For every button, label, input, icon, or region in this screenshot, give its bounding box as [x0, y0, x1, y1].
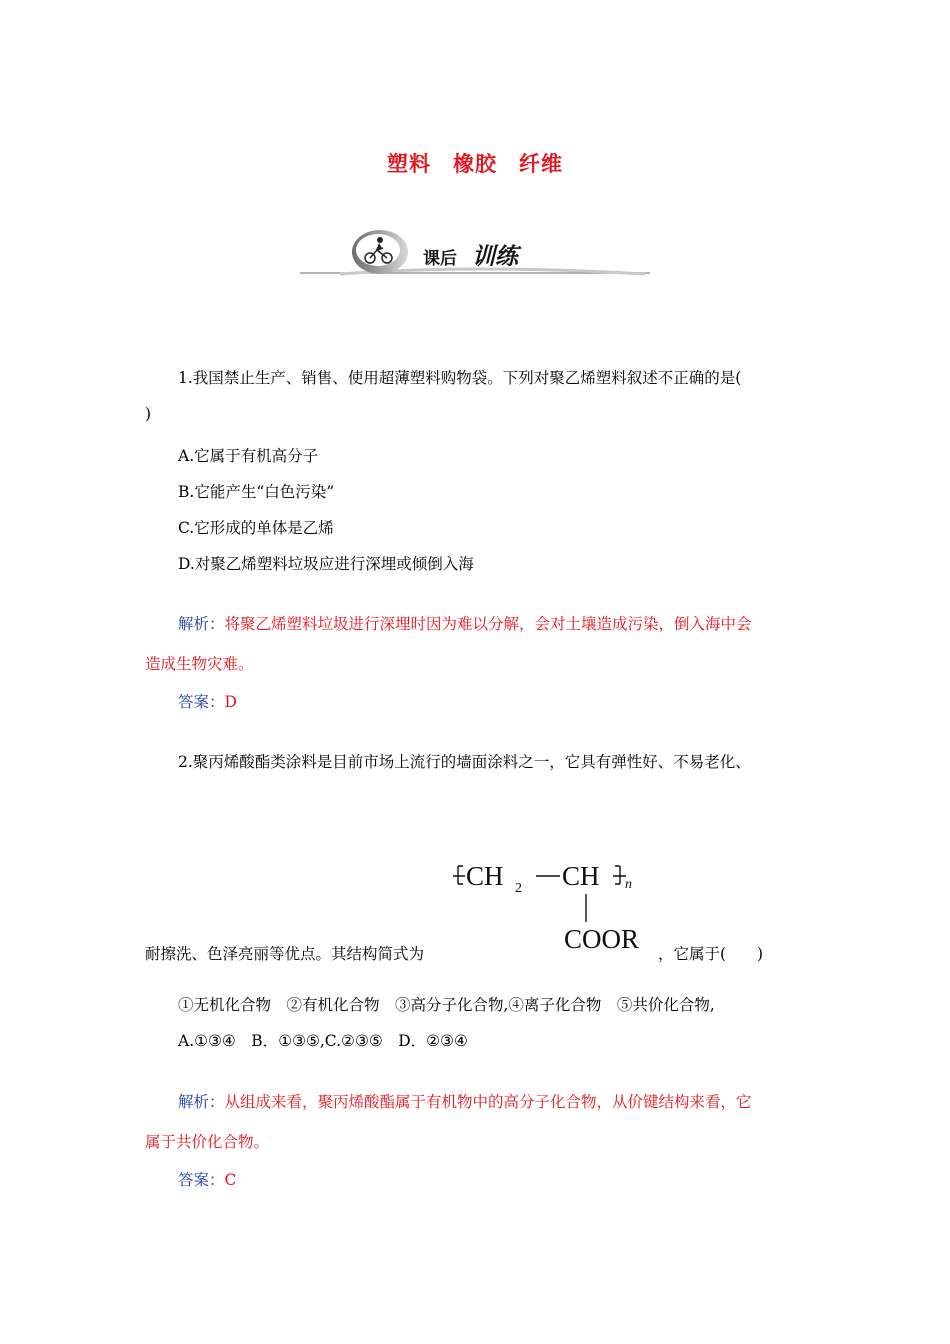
q2-choices: ①无机化合物 ②有机化合物 ③高分子化合物,④离子化合物 ⑤共价化合物,	[178, 996, 715, 1014]
q2-analysis-line2: 属于共价化合物。	[145, 1133, 270, 1151]
q2-analysis-label: 解析：	[178, 1093, 225, 1111]
q2-answer	[178, 1168, 236, 1190]
q1-option-c: C.它形成的单体是乙烯	[178, 519, 334, 537]
q2-stem-line2-suffix: ，它属于( )	[658, 945, 764, 963]
q1-answer	[178, 690, 237, 712]
formula-sub2: 2	[515, 881, 522, 896]
formula-n: n	[625, 877, 632, 892]
banner-label-b: 训练	[472, 244, 518, 269]
section-banner	[300, 218, 650, 280]
q1-option-a: A.它属于有机高分子	[178, 447, 319, 465]
q2-answer-value: C	[224, 1171, 237, 1189]
structural-formula	[448, 852, 648, 952]
formula-ch2: CH	[466, 861, 504, 891]
formula-coor: COOR	[564, 924, 640, 952]
formula-ch: CH	[562, 861, 600, 891]
q2-stem-line1: 2.聚丙烯酸酯类涂料是目前市场上流行的墙面涂料之一，它具有弹性好、不易老化、	[178, 753, 751, 771]
q1-option-b: B.它能产生“白色污染”	[178, 483, 335, 501]
q2-analysis-line1	[178, 1090, 752, 1112]
q1-answer-value: D	[224, 693, 237, 711]
q2-analysis-text: 从组成来看，聚丙烯酸酯属于有机物中的高分子化合物，从价键结构来看，它	[224, 1093, 752, 1111]
banner-label-a: 课后	[423, 249, 457, 268]
q1-stem-line2: )	[145, 405, 152, 423]
q1-analysis-label: 解析：	[178, 615, 225, 633]
page-title: 塑料 橡胶 纤维	[387, 151, 563, 176]
q1-option-d: D.对聚乙烯塑料垃圾应进行深埋或倾倒入海	[178, 555, 474, 573]
q2-answer-label: 答案：	[178, 1171, 225, 1189]
q1-analysis-line1	[178, 612, 752, 634]
q1-stem-line1: 1.我国禁止生产、销售、使用超薄塑料购物袋。下列对聚乙烯塑料叙述不正确的是(	[178, 369, 742, 387]
q2-options: A.①③④ B．①③⑤,C.②③⑤ D．②③④	[178, 1032, 468, 1050]
q1-analysis-line2: 造成生物灾难。	[145, 655, 254, 673]
q1-analysis-text: 将聚乙烯塑料垃圾进行深埋时因为难以分解，会对土壤造成污染，倒入海中会	[224, 615, 752, 633]
q1-answer-label: 答案：	[178, 693, 225, 711]
q2-stem-line2-prefix: 耐擦洗、色泽亮丽等优点。其结构简式为	[145, 945, 425, 963]
